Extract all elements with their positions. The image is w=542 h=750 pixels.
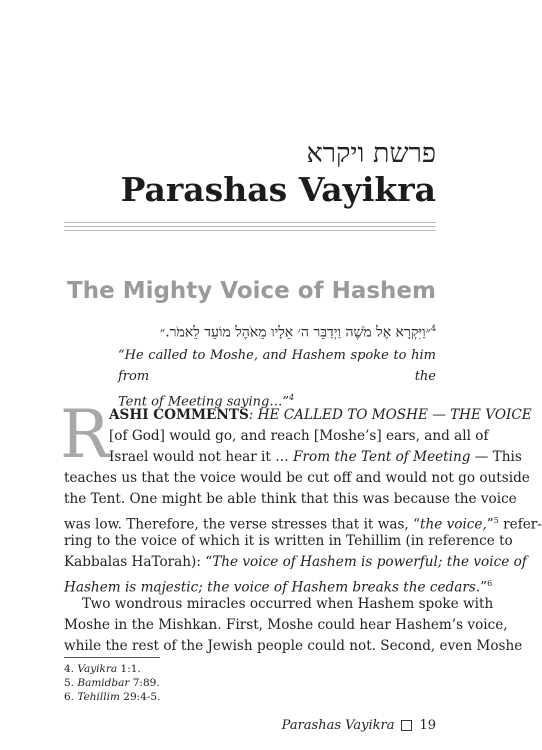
body-line: Moshe in the Mishkan. First, Moshe could hear Hashem’s voice, bbox=[64, 617, 508, 633]
page-title: Parashas Vayikra bbox=[120, 170, 436, 209]
footnote-marker: 5 bbox=[493, 516, 499, 525]
body-line: teaches us that the voice would be cut off and would not go outside bbox=[64, 470, 530, 486]
body-line: Two wondrous miracles occurred when Hashem spoke with bbox=[82, 596, 494, 612]
body-line: ring to the voice of which it is written in Tehillim (in reference to bbox=[64, 533, 513, 549]
text-run: refer- bbox=[498, 516, 542, 533]
lead-italic: : HE CALLED TO MOSHE — THE VOICE bbox=[248, 407, 532, 423]
footnote-book: Vayikra bbox=[77, 663, 118, 675]
text-run: the voice, bbox=[420, 516, 487, 533]
hebrew-verse-text: ״וַיִּקְרָא אֶל מֹשֶׁה וַיְדַבֵּר ה׳ אֵלָיו מֵאֹהֶל מוֹעֵד לֵאמֹר.״ bbox=[159, 324, 431, 341]
text-run: The voice of Hashem is powerful; the voice of bbox=[212, 554, 527, 570]
footnote bbox=[64, 691, 160, 703]
text-run: Hashem is majestic; the voice of Hashem breaks the cedars bbox=[64, 579, 476, 596]
body-line: while the rest of the Jewish people could not. Second, even Moshe bbox=[64, 638, 523, 654]
text-run: From the Tent of Meeting bbox=[293, 449, 471, 465]
drop-cap: R bbox=[60, 396, 110, 473]
page-footer bbox=[282, 718, 436, 733]
footnote-number: 4. bbox=[64, 663, 75, 675]
running-title: Parashas Vayikra bbox=[281, 718, 395, 733]
footnote-ref: 29:4-5. bbox=[123, 691, 161, 703]
footnote-marker: 6 bbox=[487, 579, 493, 588]
body-line bbox=[109, 405, 532, 426]
text-run: ” bbox=[486, 516, 494, 533]
text-run: — This bbox=[470, 449, 522, 465]
footnote-ref: 1:1. bbox=[120, 663, 141, 675]
footnote-ref: 7:89. bbox=[132, 677, 160, 689]
smallcaps-lead: ASHI COMMENTS bbox=[109, 407, 249, 423]
footnote-number: 5. bbox=[64, 677, 75, 689]
title-rule bbox=[64, 226, 436, 227]
page-number: 19 bbox=[419, 718, 436, 733]
footnote-number: 6. bbox=[64, 691, 75, 703]
section-title: The Mighty Voice of Hashem bbox=[67, 278, 436, 304]
text-run: was low. Therefore, the verse stresses that it was, “ bbox=[64, 516, 421, 533]
text-run: Kabbalas HaTorah): “ bbox=[64, 554, 213, 570]
title-rule bbox=[64, 222, 436, 223]
footnote-marker: 4 bbox=[289, 393, 295, 402]
english-verse bbox=[118, 345, 436, 412]
footnote bbox=[64, 663, 141, 675]
hebrew-verse bbox=[160, 324, 436, 342]
body-line bbox=[109, 447, 522, 468]
hebrew-title: פרשת ויקרא bbox=[306, 138, 436, 169]
square-ornament-icon bbox=[401, 720, 412, 731]
text-run: .” bbox=[475, 579, 488, 596]
body-line bbox=[64, 510, 542, 533]
footnote-book: Bamidbar bbox=[77, 677, 130, 689]
footnote-rule bbox=[64, 657, 160, 658]
body-line: [of God] would go, and reach [Moshe’s] ears, and all of bbox=[109, 428, 489, 444]
footnote bbox=[64, 677, 160, 689]
title-rule bbox=[64, 230, 436, 231]
verse-line-text: Tent of Meeting saying…” bbox=[118, 394, 290, 410]
footnote-marker: 4 bbox=[430, 324, 436, 333]
verse-line: “He called to Moshe, and Hashem spoke to him from the bbox=[118, 348, 436, 384]
text-run: Israel would not hear it … bbox=[109, 449, 294, 465]
body-line bbox=[64, 552, 527, 573]
body-line: the Tent. One might be able think that this was because the voice bbox=[64, 491, 517, 507]
body-line bbox=[64, 573, 493, 596]
footnote-book: Tehillim bbox=[77, 691, 120, 703]
